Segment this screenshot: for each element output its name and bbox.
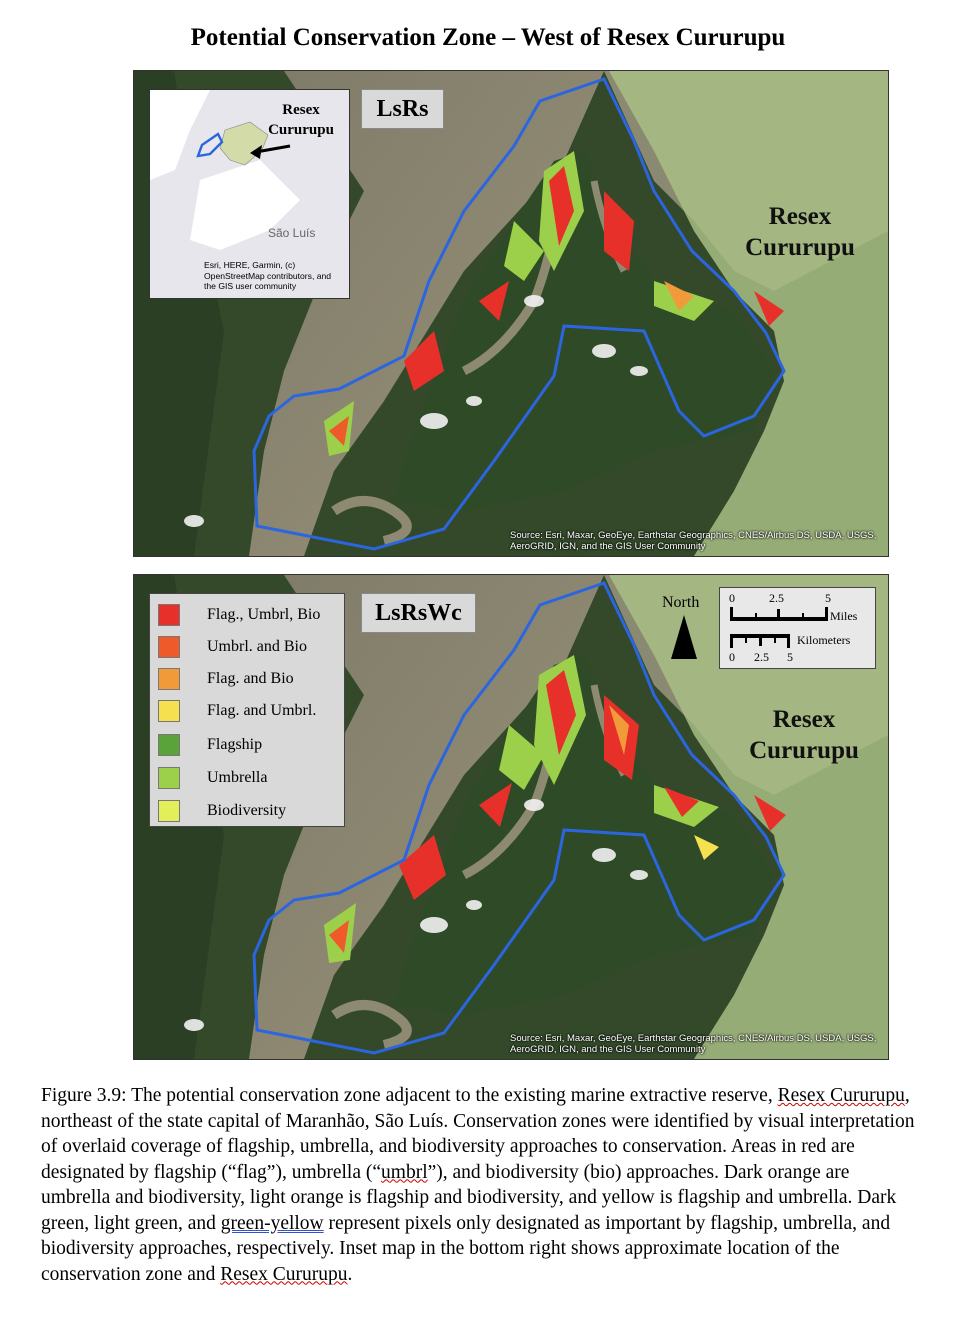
map-bottom[interactable] [133, 574, 889, 1060]
caption-resex-2: Resex Cururupu [220, 1263, 348, 1285]
inset-credit: Esri, HERE, Garmin, (c) OpenStreetMap contributors, and the GIS user community [204, 260, 332, 291]
legend-item-umbrella [158, 766, 267, 790]
scale-bar [719, 587, 876, 669]
legend-item-flag-bio [158, 667, 294, 691]
legend-label: Biodiversity [207, 802, 287, 819]
scale-mi-tick-1: 2.5 [769, 591, 784, 605]
legend-item-flagship [158, 733, 262, 757]
inset-map[interactable] [149, 89, 350, 299]
legend-label: Flagship [207, 736, 263, 753]
scale-mi-tick-2: 5 [825, 591, 831, 605]
map-top[interactable] [133, 70, 889, 557]
legend [149, 593, 345, 827]
legend-item-umbrl-bio [158, 635, 307, 659]
legend-swatch [158, 767, 180, 789]
scale-miles-bar [730, 605, 830, 623]
source-credit-top: Source: Esri, Maxar, GeoEye, Earthstar Geographics, CNES/Airbus DS, USDA, USGS, AeroGRID, IGN, and the GIS User Community [510, 530, 877, 552]
caption-resex-1: Resex Cururupu [777, 1085, 905, 1106]
legend-swatch [158, 668, 180, 690]
legend-label: Umbrl. and Bio [207, 638, 307, 655]
resex-label-bottom: Resex Cururupu [749, 706, 859, 764]
caption-umbrl: umbrl [381, 1161, 428, 1183]
legend-item-flag-umbrl [158, 699, 316, 723]
figure-title: Potential Conservation Zone – West of Resex Cururupu [190, 24, 786, 51]
figure-caption [41, 1083, 921, 1287]
caption-green-yellow: green-yellow [220, 1212, 324, 1234]
legend-swatch [158, 636, 180, 658]
scale-km-tick-0: 0 [729, 650, 735, 664]
legend-swatch [158, 734, 180, 756]
inset-city-label: São Luís [268, 226, 316, 240]
scale-km-unit: Kilometers [797, 633, 851, 647]
legend-label: Flag. and Bio [207, 670, 294, 687]
resex-label-top: Resex Cururupu [745, 203, 855, 261]
north-arrow-icon [671, 615, 697, 659]
legend-label: Flag., Umbrl, Bio [207, 606, 321, 623]
caption-text-4: represent pixels only designated as important by flagship, umbrella, and biodiversity approaches, respectively. Inset map in the bottom right shows approximate location of the conservation zone and [41, 1212, 891, 1285]
north-label: North [662, 594, 700, 611]
legend-item-biodiversity [158, 799, 286, 823]
legend-item-flag-umbrl-bio [158, 603, 320, 627]
caption-text-3: ”), and biodiversity (bio) approaches. Dark orange are umbrella and biodiversity, light orange is flagship and biodiversity, and yellow is flagship and umbrella. Dark green, light green, and [41, 1161, 897, 1234]
scale-km-tick-1: 2.5 [754, 650, 769, 664]
legend-swatch [158, 700, 180, 722]
legend-swatch [158, 800, 180, 822]
caption-text-2: , northeast of the state capital of Maranhão, São Luís. Conservation zones were identified by visual interpretation of overlaid coverage of flagship, umbrella, and biodiversity approaches to conservation. Areas in red are designated by flagship (“flag”), umbrella (“ [41, 1085, 915, 1183]
scale-km-tick-2: 5 [787, 650, 793, 664]
legend-label: Umbrella [207, 769, 268, 786]
source-credit-bottom: Source: Esri, Maxar, GeoEye, Earthstar Geographics, CNES/Airbus DS, USDA, USGS, AeroGRID, IGN, and the GIS User Community [510, 1033, 877, 1055]
panel-label-bottom: LsRsWc [361, 593, 476, 633]
caption-text-1: Figure 3.9: The potential conservation zone adjacent to the existing marine extractive reserve, [41, 1085, 778, 1106]
scale-km-bar [730, 632, 792, 650]
scale-mi-tick-0: 0 [729, 591, 735, 605]
legend-swatch [158, 604, 180, 626]
scale-miles-unit: Miles [830, 609, 858, 623]
caption-text-5: . [347, 1263, 353, 1285]
inset-resex-label: Resex Cururupu [268, 102, 334, 138]
panel-label-top: LsRs [361, 89, 444, 129]
legend-label: Flag. and Umbrl. [207, 702, 317, 719]
